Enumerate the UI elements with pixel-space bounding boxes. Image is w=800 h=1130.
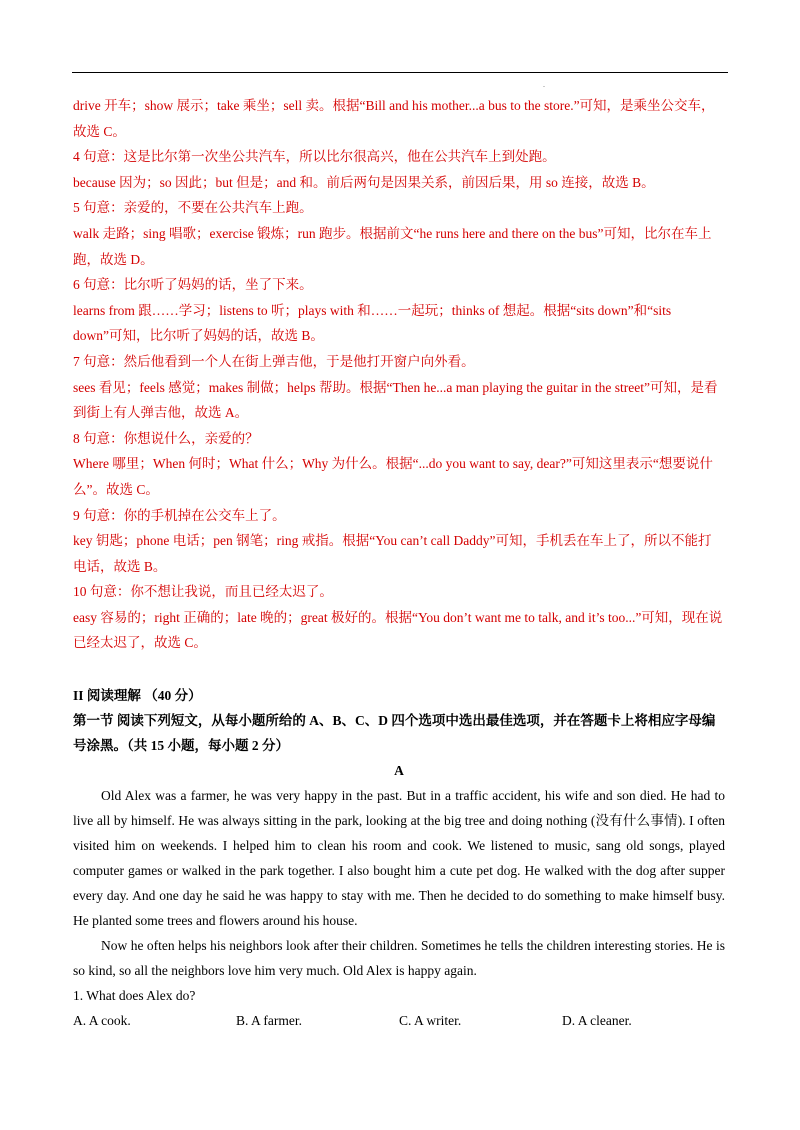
answer-explanations xyxy=(73,93,723,656)
passage-paragraph: Old Alex was a farmer, he was very happy in the past. But in a traffic accident, his wife and son died. He had to live all by himself. He was always sitting in the park, looking at the big tree and doing nothing (没有什么事情). I often visited him on weekends. I helped him to clean his room and cook. We listened to music, sang old songs, played computer games or walked in the park together. I also bought him a cute pet dog. He walked with the dog after supper every day. And one day he said he was happy to stay with me. Then he decided to do something to make himself busy. He planted some trees and flowers around his house. xyxy=(73,788,725,928)
explanation-line: sees 看见；feels 感觉；makes 制做；helps 帮助。根据“Then he...a man playing the guitar in the street”可知，是看到街上有人弹吉他，故选 A。 xyxy=(73,379,718,421)
explanation-line: easy 容易的；right 正确的；late 晚的；great 极好的。根据“You don’t want me to talk, and it’s too...”可知，现在说已经太迟了，故选 C。 xyxy=(73,609,723,651)
explanation-line: because 因为；so 因此；but 但是；and 和。前后两句是因果关系，前因后果，用 so 连接，故选 B。 xyxy=(73,174,655,190)
option-d: D. A cleaner. xyxy=(562,1013,632,1028)
explanation-line: key 钥匙；phone 电话；pen 钢笔；ring 戒指。根据“You can’t call Daddy”可知，手机丢在车上了，所以不能打电话，故选 B。 xyxy=(73,533,712,574)
question-text: 1. What does Alex do? xyxy=(73,988,196,1003)
explanation-line: walk 走路；sing 唱歌；exercise 锻炼；run 跑步。根据前文“he runs here and there on the bus”可知，比尔在车上跑，故选 D。 xyxy=(73,225,712,267)
section-heading: II 阅读理解 （40 分） xyxy=(73,688,202,703)
explanation-line: 8 句意：你想说什么，亲爱的？ xyxy=(73,430,259,446)
section-instruction: 第一节 阅读下列短文，从每小题所给的 A、B、C、D 四个选项中选出最佳选项，并在答题卡上将相应字母编号涂黑。（共 15 小题，每小题 2 分） xyxy=(73,713,716,753)
option-b: B. A farmer. xyxy=(236,1013,302,1028)
explanation-line: Where 哪里；When 何时；What 什么；Why 为什么。根据“...do you want to say, dear?”可知这里表示“想要说什么”。故选 C。 xyxy=(73,456,713,497)
reading-section xyxy=(73,683,725,1033)
explanation-line: learns from 跟……学习；listens to 听；plays with 和……一起玩；thinks of 想起。根据“sits down”和“sits down”可知，比尔听了妈妈的话，故选 B。 xyxy=(73,302,672,344)
answer-options xyxy=(73,1008,725,1033)
explanation-line: 4 句意：这是比尔第一次坐公共汽车，所以比尔很高兴，他在公共汽车上到处跑。 xyxy=(73,149,556,165)
option-c: C. A writer. xyxy=(399,1013,462,1028)
passage-paragraph: Now he often helps his neighbors look after their children. Sometimes he tells the children interesting stories. He is so kind, so all the neighbors love him very much. Old Alex is happy again. xyxy=(73,938,725,978)
header-dot: . xyxy=(543,80,545,89)
explanation-line: 7 句意：然后他看到一个人在街上弹吉他，于是他打开窗户向外看。 xyxy=(73,353,475,369)
header-rule xyxy=(72,72,728,73)
explanation-line: 9 句意：你的手机掉在公交车上了。 xyxy=(73,507,286,523)
explanation-line: 10 句意：你不想让我说，而且已经太迟了。 xyxy=(73,584,333,600)
passage-letter: A xyxy=(394,763,404,778)
explanation-line: drive 开车；show 展示；take 乘坐；sell 卖。根据“Bill and his mother...a bus to the store.”可知，是乘坐公交车，故选 C。 xyxy=(73,98,715,139)
explanation-line: 6 句意：比尔听了妈妈的话，坐了下来。 xyxy=(73,277,313,293)
explanation-line: 5 句意：亲爱的，不要在公共汽车上跑。 xyxy=(73,200,313,216)
option-a: A. A cook. xyxy=(73,1013,131,1028)
